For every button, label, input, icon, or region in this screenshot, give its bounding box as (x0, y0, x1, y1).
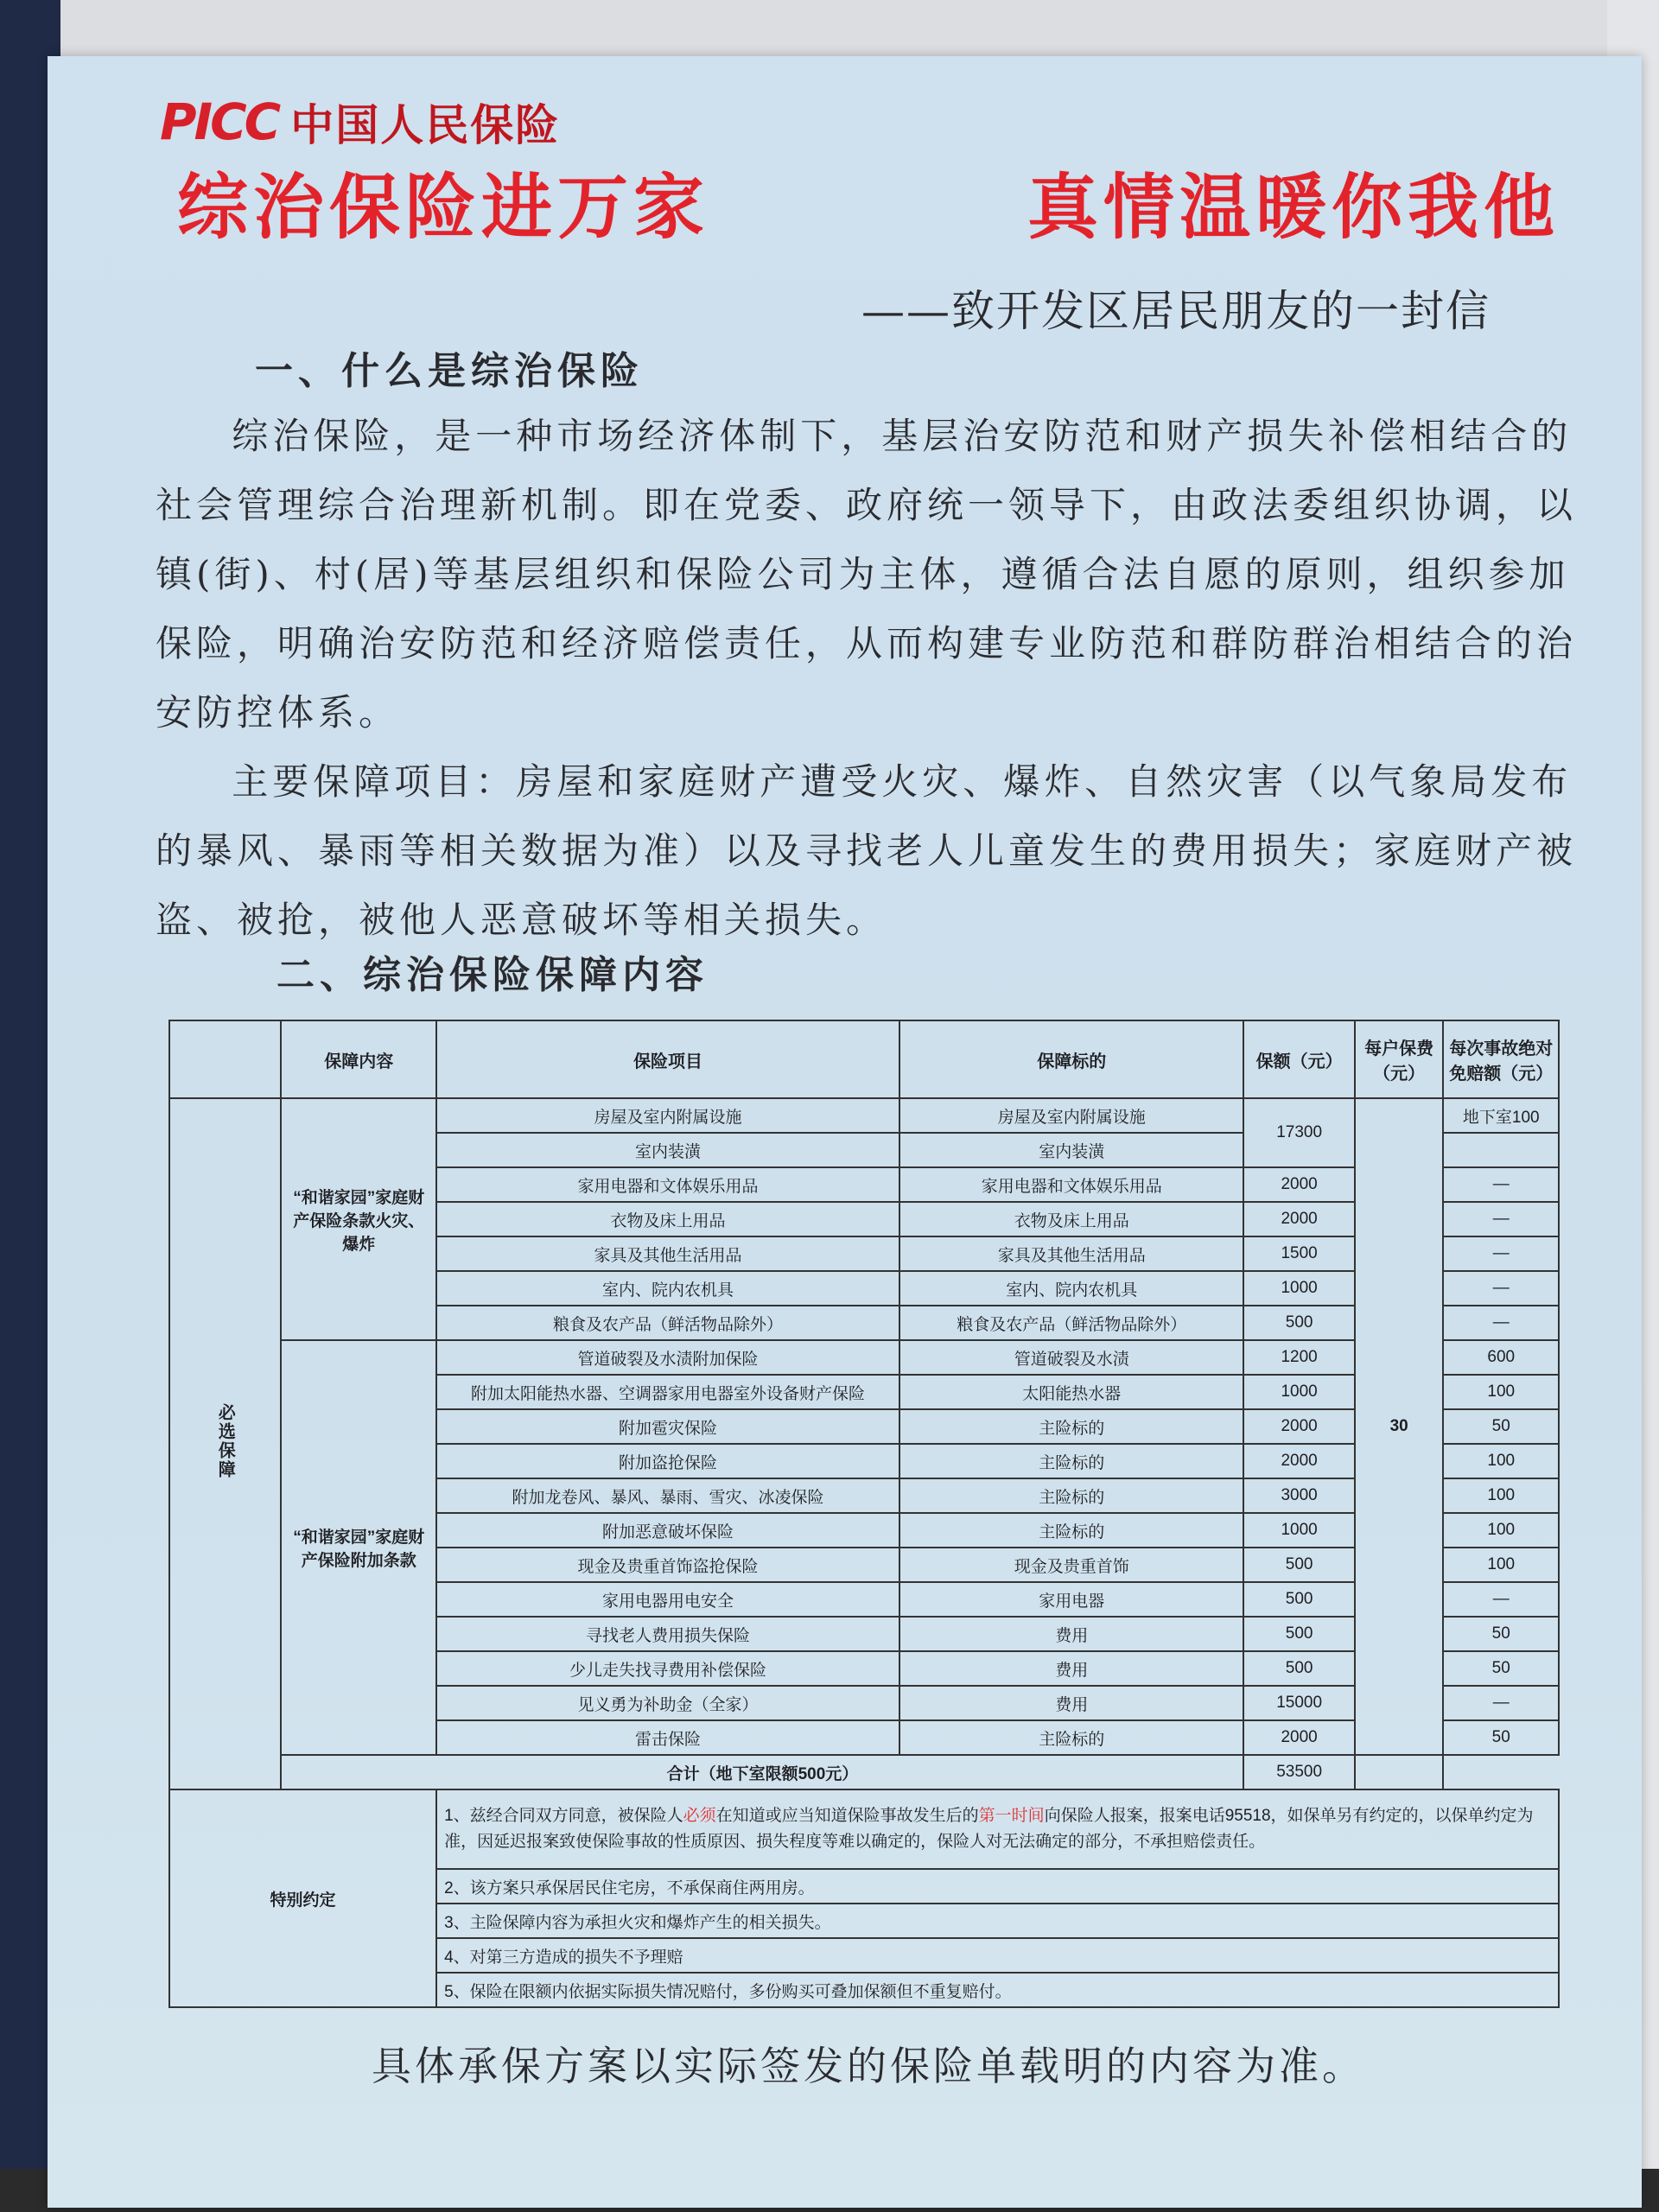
table-row (169, 1340, 1559, 1375)
amount-cell: 1000 (1243, 1271, 1354, 1306)
note-1-part-c: 在知道或应当知道保险事故发生后的 (715, 1807, 979, 1825)
amount-cell: 1500 (1243, 1236, 1354, 1271)
deductible-cell: 100 (1443, 1548, 1559, 1582)
amount-cell: 500 (1243, 1617, 1354, 1651)
deductible-cell: — (1443, 1202, 1559, 1236)
item-cell: 现金及贵重首饰盗抢保险 (436, 1548, 899, 1582)
target-cell: 室内装潢 (899, 1133, 1243, 1167)
item-cell: 附加盗抢保险 (436, 1444, 899, 1478)
header-content: 保障内容 (281, 1020, 436, 1098)
amount-cell: 2000 (1243, 1202, 1354, 1236)
footer-statement: 具体承保方案以实际签发的保险单载明的内容为准。 (372, 2043, 1365, 2089)
letter-paper (48, 56, 1642, 2208)
item-cell: 房屋及室内附属设施 (436, 1098, 899, 1133)
item-cell: 附加恶意破坏保险 (436, 1513, 899, 1548)
section1-paragraph-2: 主要保障项目：房屋和家庭财产遭受火灾、爆炸、自然灾害（以气象局发布的暴风、暴雨等相关数据为准）以及寻找老人儿童发生的费用损失；家庭财产被盗、被抢，被他人恶意破坏等相关损失。 (156, 760, 1578, 941)
deductible-cell: — (1443, 1271, 1559, 1306)
required-label-cell (169, 1098, 281, 1789)
deductible-cell (1443, 1133, 1559, 1167)
company-name: 中国人民保险 (290, 100, 561, 150)
table-header-row (169, 1020, 1559, 1098)
coverage-table (168, 1020, 1560, 2008)
slogan-right: 真情温暖你我他 (1027, 166, 1560, 249)
premium-cell: 30 (1355, 1098, 1444, 1755)
header-item: 保险项目 (436, 1020, 899, 1098)
note-4: 4、对第三方造成的损失不予理赔 (436, 1938, 1559, 1973)
header-premium: 每户保费（元） (1355, 1020, 1444, 1098)
item-cell: 家具及其他生活用品 (436, 1236, 899, 1271)
amount-cell: 1000 (1243, 1375, 1354, 1409)
section1-heading: 一、什么是综治保险 (255, 349, 644, 393)
target-cell: 太阳能热水器 (899, 1375, 1243, 1409)
section2-heading: 二、综治保险保障内容 (276, 953, 709, 997)
header-deductible: 每次事故绝对免赔额（元） (1443, 1020, 1559, 1098)
target-cell: 主险标的 (899, 1444, 1243, 1478)
item-cell: 附加雹灾保险 (436, 1409, 899, 1444)
background-top (0, 0, 1659, 65)
header-blank (169, 1020, 281, 1098)
slogan-left: 综治保险进万家 (177, 166, 710, 249)
deductible-cell: — (1443, 1582, 1559, 1617)
group2-label: “和谐家园”家庭财产保险附加条款 (281, 1340, 436, 1755)
item-cell: 家用电器用电安全 (436, 1582, 899, 1617)
total-label: 合计（地下室限额500元） (281, 1755, 1243, 1789)
amount-cell: 500 (1243, 1651, 1354, 1686)
slogan (177, 151, 1560, 252)
note-1-part-e: 向保险人报案，报案电话95518，如保单另有约定的，以保单约定为准，因延迟报案致使保险事故的性质原因、损失程度等难以确定的，保险人对无法确定的部分，不承担赔偿责任。 (444, 1807, 1534, 1851)
note-2: 2、该方案只承保居民住宅房，不承保商住两用房。 (436, 1869, 1559, 1904)
deductible-cell: 50 (1443, 1617, 1559, 1651)
total-value: 53500 (1243, 1755, 1354, 1789)
note-1-part-a: 1、兹经合同双方同意，被保险人 (444, 1807, 683, 1825)
target-cell: 费用 (899, 1651, 1243, 1686)
item-cell: 管道破裂及水渍附加保险 (436, 1340, 899, 1375)
item-cell: 寻找老人费用损失保险 (436, 1617, 899, 1651)
deductible-cell: 600 (1443, 1340, 1559, 1375)
target-cell: 家用电器和文体娱乐用品 (899, 1167, 1243, 1202)
note-row (169, 1789, 1559, 1869)
total-blank (1355, 1755, 1444, 1789)
item-cell: 衣物及床上用品 (436, 1202, 899, 1236)
note-1-highlight-must: 必须 (683, 1807, 716, 1825)
item-cell: 少儿走失找寻费用补偿保险 (436, 1651, 899, 1686)
item-cell: 家用电器和文体娱乐用品 (436, 1167, 899, 1202)
amount-cell: 1200 (1243, 1340, 1354, 1375)
amount-cell: 1000 (1243, 1513, 1354, 1548)
item-cell: 附加龙卷风、暴风、暴雨、雪灾、冰凌保险 (436, 1478, 899, 1513)
target-cell: 费用 (899, 1686, 1243, 1720)
section1-paragraph-1: 综治保险，是一种市场经济体制下，基层治安防范和财产损失补偿相结合的社会管理综合治理新机制。即在党委、政府统一领导下，由政法委组织协调，以镇(街)、村(居)等基层组织和保险公司为主体，遵循合法自愿的原则，组织参加保险，明确治安防范和经济赔偿责任，从而构建专业防范和群防群治相结合的治安防控体系。 (156, 415, 1578, 734)
amount-cell: 500 (1243, 1548, 1354, 1582)
deductible-cell: — (1443, 1236, 1559, 1271)
deductible-cell: 100 (1443, 1375, 1559, 1409)
note-5: 5、保险在限额内依据实际损失情况赔付，多份购买可叠加保额但不重复赔付。 (436, 1973, 1559, 2007)
item-cell: 附加太阳能热水器、空调器家用电器室外设备财产保险 (436, 1375, 899, 1409)
amount-cell: 2000 (1243, 1167, 1354, 1202)
special-label: 特别约定 (169, 1789, 436, 2007)
group1-label: “和谐家园”家庭财产保险条款火灾、爆炸 (281, 1098, 436, 1340)
target-cell: 家具及其他生活用品 (899, 1236, 1243, 1271)
amount-cell: 17300 (1243, 1098, 1354, 1167)
item-cell: 室内、院内农机具 (436, 1271, 899, 1306)
header-target: 保障标的 (899, 1020, 1243, 1098)
company-logo (160, 91, 560, 153)
deductible-cell: — (1443, 1167, 1559, 1202)
target-cell: 现金及贵重首饰 (899, 1548, 1243, 1582)
deductible-cell: 100 (1443, 1513, 1559, 1548)
amount-cell: 2000 (1243, 1444, 1354, 1478)
deductible-cell: — (1443, 1686, 1559, 1720)
total-row (169, 1755, 1559, 1789)
required-label: 必选保障 (215, 1403, 235, 1479)
target-cell: 费用 (899, 1617, 1243, 1651)
amount-cell: 3000 (1243, 1478, 1354, 1513)
letter-subtitle: ——致开发区居民朋友的一封信 (861, 286, 1491, 336)
deductible-cell: 100 (1443, 1478, 1559, 1513)
note-1-highlight-first-time: 第一时间 (978, 1807, 1045, 1825)
target-cell: 室内、院内农机具 (899, 1271, 1243, 1306)
note-3: 3、主险保障内容为承担火灾和爆炸产生的相关损失。 (436, 1904, 1559, 1938)
amount-cell: 2000 (1243, 1720, 1354, 1755)
target-cell: 家用电器 (899, 1582, 1243, 1617)
item-cell: 雷击保险 (436, 1720, 899, 1755)
amount-cell: 15000 (1243, 1686, 1354, 1720)
deductible-cell: 50 (1443, 1409, 1559, 1444)
item-cell: 见义勇为补助金（全家） (436, 1686, 899, 1720)
target-cell: 主险标的 (899, 1720, 1243, 1755)
deductible-cell: 地下室100 (1443, 1098, 1559, 1133)
item-cell: 粮食及农产品（鲜活物品除外） (436, 1306, 899, 1340)
deductible-cell: 50 (1443, 1720, 1559, 1755)
amount-cell: 2000 (1243, 1409, 1354, 1444)
table-row (169, 1098, 1559, 1133)
target-cell: 管道破裂及水渍 (899, 1340, 1243, 1375)
header-amount: 保额（元） (1243, 1020, 1354, 1098)
item-cell: 室内装潢 (436, 1133, 899, 1167)
target-cell: 主险标的 (899, 1409, 1243, 1444)
picc-logo-mark: PICC (160, 92, 279, 151)
target-cell: 房屋及室内附属设施 (899, 1098, 1243, 1133)
target-cell: 衣物及床上用品 (899, 1202, 1243, 1236)
target-cell: 主险标的 (899, 1478, 1243, 1513)
target-cell: 主险标的 (899, 1513, 1243, 1548)
amount-cell: 500 (1243, 1306, 1354, 1340)
note-1 (436, 1789, 1559, 1869)
target-cell: 粮食及农产品（鲜活物品除外） (899, 1306, 1243, 1340)
deductible-cell: 50 (1443, 1651, 1559, 1686)
deductible-cell: — (1443, 1306, 1559, 1340)
deductible-cell: 100 (1443, 1444, 1559, 1478)
amount-cell: 500 (1243, 1582, 1354, 1617)
